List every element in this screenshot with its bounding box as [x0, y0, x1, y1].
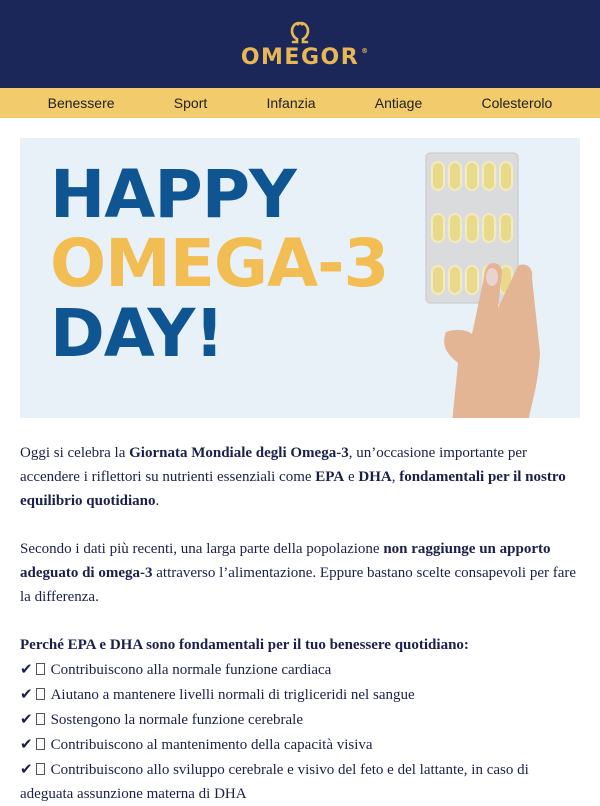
intro-paragraph: Oggi si celebra la Giornata Mondiale degli Omega-3, un’occasione importante per accendere i riflettori su nutrienti essenziali come EPA e DHA, fondamentali per il nostro equilibrio quotidiano. [20, 445, 566, 509]
checkmark-icon: ✔ [20, 760, 33, 778]
hero-banner[interactable] [20, 138, 580, 418]
registered-mark: ® [361, 47, 369, 55]
checkmark-icon: ✔ [20, 710, 33, 728]
hand-blister-image-icon [410, 148, 580, 418]
hero-title-line1: HAPPY [50, 156, 296, 233]
checkmark-icon: ✔ [20, 660, 33, 678]
list-item: ✔ Aiutano a mantenere livelli normali di trigliceridi nel sangue [20, 685, 415, 703]
hero-title-line3: DAY! [50, 295, 224, 372]
nav-item-infanzia[interactable]: Infanzia [266, 95, 316, 111]
hero-title-line2: OMEGA-3 [50, 225, 389, 302]
nav-item-sport[interactable]: Sport [173, 95, 208, 111]
list-item: ✔ Contribuiscono al mantenimento della capacità visiva [20, 735, 373, 753]
brand-logo[interactable] [240, 45, 369, 70]
brand-name: OMEGOR [240, 45, 360, 70]
email-header [0, 0, 600, 88]
nav-item-colesterolo[interactable]: Colesterolo [481, 95, 553, 111]
list-item: ✔ Sostengono la normale funzione cerebrale [20, 710, 303, 728]
benefits-list [20, 633, 580, 806]
missing-glyph-box-icon [36, 688, 45, 700]
list-item: ✔ Contribuiscono allo sviluppo cerebrale e visivo del feto e del lattante, in caso di adeguata assunzione materna di DHA [20, 760, 529, 802]
missing-glyph-box-icon [36, 763, 45, 775]
nav-item-antiage[interactable]: Antiage [374, 95, 423, 111]
checkmark-icon: ✔ [20, 685, 33, 703]
missing-glyph-box-icon [36, 738, 45, 750]
email-body [20, 441, 580, 806]
missing-glyph-box-icon [36, 713, 45, 725]
omega-logo-icon [289, 20, 311, 44]
nav-item-benessere[interactable]: Benessere [47, 95, 115, 111]
data-paragraph: Secondo i dati più recenti, una larga parte della popolazione non raggiunge un apporto adeguato di omega-3 attraverso l’alimentazione. Eppure bastano scelte consapevoli per fare la differenza. [20, 541, 577, 605]
category-nav [0, 88, 600, 118]
benefits-heading: Perché EPA e DHA sono fondamentali per il tuo benessere quotidiano: [20, 637, 469, 653]
checkmark-icon: ✔ [20, 735, 33, 753]
missing-glyph-box-icon [36, 663, 45, 675]
list-item: ✔ Contribuiscono alla normale funzione cardiaca [20, 660, 332, 678]
